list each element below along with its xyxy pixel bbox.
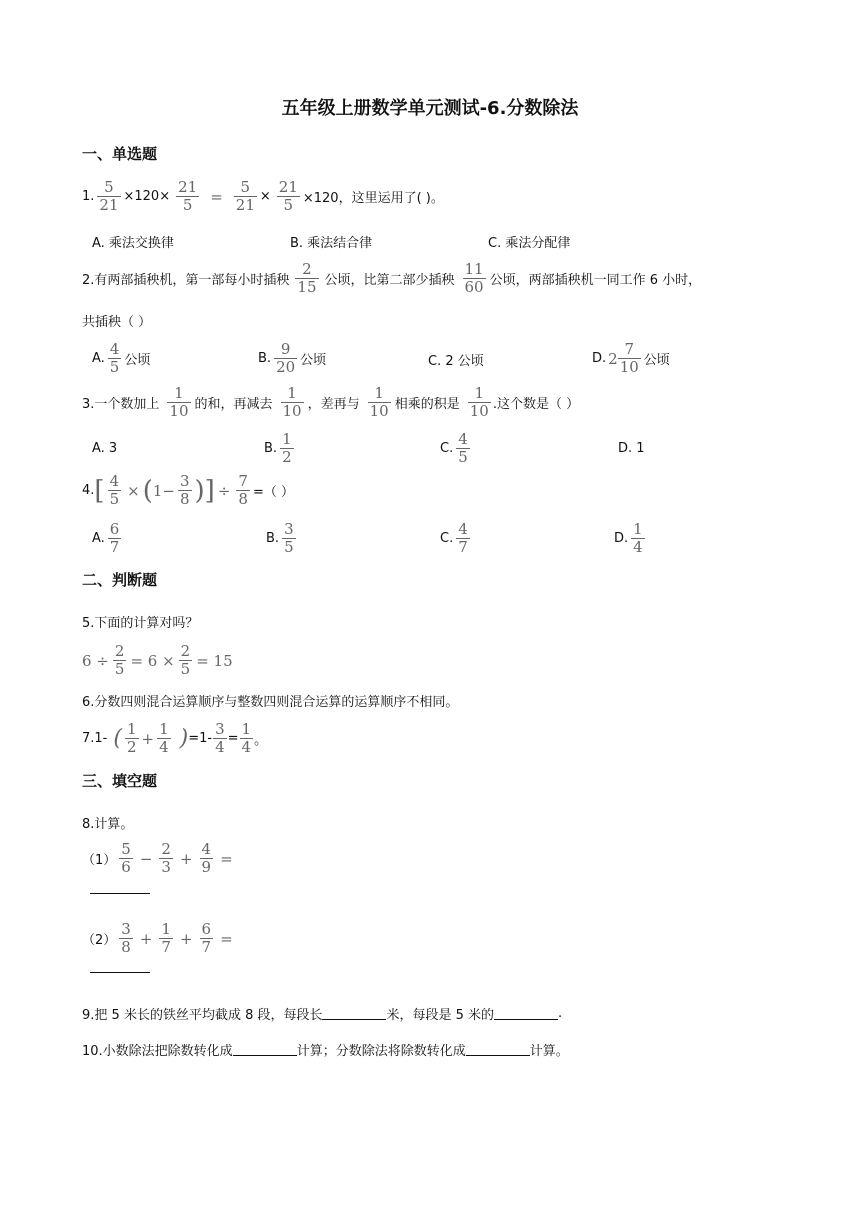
q8-part-1-answer-blank[interactable] [90, 893, 150, 894]
q1-fraction-a: $\frac{5}{21}$ [99, 178, 119, 214]
q2-option-d[interactable] [592, 342, 670, 375]
q8-part-2-answer-blank[interactable] [90, 972, 150, 973]
q8-part-2 [82, 922, 233, 955]
q2-text-4: 共插秧（ ） [82, 315, 152, 330]
q3-option-b-label: B. [264, 441, 278, 456]
q3-option-b-fraction: $\frac{1}{2}$ [282, 430, 292, 466]
q8-p2-fraction-2: $\frac{1}{7}$ [161, 920, 171, 956]
q2-option-d-unit: 公顷 [643, 353, 670, 368]
q2-fraction-1: $\frac{2}{15}$ [297, 260, 317, 296]
q8-p1-fraction-2: $\frac{2}{3}$ [161, 840, 171, 876]
q9-blank-2[interactable] [494, 1007, 558, 1020]
q2-text-3: 公顷，两部插秧机一同工作 6 小时， [489, 273, 702, 288]
q5-expr-part-1: 6 ÷ [82, 651, 109, 670]
q8-p2-equals: = [220, 929, 233, 948]
q2-option-b[interactable] [258, 342, 326, 375]
q4-option-a-label: A. [92, 531, 105, 546]
q1-option-b[interactable]: B. 乘法结合律 [290, 236, 373, 251]
q3-option-c[interactable] [440, 432, 473, 465]
q3-text-2: 的和，再减去 [194, 397, 273, 412]
q4-option-b[interactable] [266, 522, 299, 555]
question-4 [82, 474, 294, 507]
q7-fraction-2: $\frac{1}{4}$ [159, 720, 169, 756]
question-8: 8.计算。 [82, 817, 134, 832]
q1-text-1: ×120× [123, 189, 171, 204]
q2-fraction-2: $\frac{11}{60}$ [464, 260, 484, 296]
q8-p2-plus-2: + [179, 929, 193, 948]
question-9 [82, 1004, 562, 1023]
q1-option-c[interactable]: C. 乘法分配律 [488, 236, 571, 251]
q5-expression [82, 644, 233, 677]
q1-fraction-b: $\frac{21}{5}$ [178, 178, 198, 214]
question-7 [82, 722, 267, 755]
q4-fraction-3: $\frac{7}{8}$ [238, 472, 248, 508]
q2-option-a-label: A. [92, 351, 105, 366]
q3-fraction-4: $\frac{1}{10}$ [469, 384, 489, 420]
q10-text-3: 计算。 [529, 1044, 569, 1059]
section-heading-fill-blank: 三、填空题 [82, 772, 158, 790]
q4-fraction-2: $\frac{3}{8}$ [179, 472, 190, 508]
q9-blank-1[interactable] [322, 1007, 386, 1020]
q4-option-d-label: D. [614, 531, 629, 546]
section-heading-single-choice: 一、单选题 [82, 145, 158, 163]
q1-equals: = [210, 187, 223, 206]
q10-blank-2[interactable] [466, 1043, 530, 1056]
q3-option-b[interactable] [264, 432, 297, 465]
q9-text-2: 米，每段是 5 米的 [386, 1008, 495, 1023]
q4-option-b-label: B. [266, 531, 280, 546]
q10-text-2: 计算；分数除法将除数转化成 [296, 1044, 466, 1059]
q1-number: 1. [82, 189, 95, 204]
q7-plus: + [141, 729, 155, 748]
q8-part-1 [82, 842, 233, 875]
q4-option-d[interactable] [614, 522, 648, 555]
q3-text-3: ，差再与 [307, 397, 360, 412]
q7-equals: = [227, 731, 239, 746]
q3-fraction-3: $\frac{1}{10}$ [369, 384, 389, 420]
q2-text-1: 2.有两部插秧机，第一部每小时插秧 [82, 273, 290, 288]
q4-left-bracket: [ [94, 475, 105, 506]
question-6: 6.分数四则混合运算顺序与整数四则混合运算的运算顺序不相同。 [82, 695, 459, 710]
question-3 [82, 386, 579, 419]
q3-fraction-1: $\frac{1}{10}$ [169, 384, 189, 420]
q3-text-5: .这个数是（ ） [492, 397, 580, 412]
q3-option-c-fraction: $\frac{4}{5}$ [458, 430, 468, 466]
q8-p1-fraction-1: $\frac{5}{6}$ [121, 840, 131, 876]
q2-option-b-label: B. [258, 351, 272, 366]
q4-option-d-fraction: $\frac{1}{4}$ [633, 520, 643, 556]
q4-fraction-1: $\frac{4}{5}$ [109, 472, 120, 508]
q3-option-d[interactable]: D. 1 [618, 441, 645, 456]
q2-option-b-fraction: $\frac{9}{20}$ [276, 340, 296, 376]
q1-text-2: × [259, 189, 271, 204]
q8-part-2-label: （2） [82, 933, 117, 948]
q5-expr-part-2: = 6 × [130, 651, 175, 670]
q1-fraction-d: $\frac{21}{5}$ [278, 178, 298, 214]
q5-fraction-2: $\frac{2}{5}$ [180, 642, 191, 678]
q1-text-3: ×120，这里运用了( )。 [302, 191, 444, 206]
q3-fraction-2: $\frac{1}{10}$ [282, 384, 302, 420]
q2-option-d-fraction: $\frac{7}{10}$ [619, 340, 639, 376]
question-1 [82, 180, 444, 213]
section-heading-true-false: 二、判断题 [82, 571, 158, 589]
q7-fraction-4: $\frac{1}{4}$ [241, 720, 252, 756]
q4-tail: =（ ） [252, 485, 294, 500]
q4-option-c-label: C. [440, 531, 454, 546]
q10-text-1: 10.小数除法把除数转化成 [82, 1044, 233, 1059]
q4-times: × [127, 481, 140, 500]
q4-number: 4. [82, 483, 95, 498]
page-title: 五年级上册数学单元测试-6.分数除法 [281, 98, 579, 119]
q1-fraction-c: $\frac{5}{21}$ [235, 178, 255, 214]
q9-text-1: 9.把 5 米长的铁丝平均截成 8 段，每段长 [82, 1008, 323, 1023]
q3-text-4: 相乘的积是 [394, 397, 460, 412]
q8-part-1-label: （1） [82, 853, 117, 868]
q8-p1-plus: + [179, 849, 193, 868]
q2-option-c[interactable]: C. 2 公顷 [428, 354, 484, 369]
q5-expr-part-3: = 15 [196, 651, 233, 670]
q7-end: 。 [254, 733, 268, 748]
q4-divide: ÷ [217, 481, 231, 500]
q2-option-d-whole: 2 [608, 349, 618, 368]
q3-option-a[interactable]: A. 3 [92, 441, 118, 456]
question-2 [82, 262, 701, 295]
question-5: 5.下面的计算对吗？ [82, 616, 199, 631]
q2-option-d-label: D. [592, 351, 607, 366]
q8-p1-fraction-3: $\frac{4}{9}$ [201, 840, 212, 876]
q3-text-1: 3.一个数加上 [82, 397, 160, 412]
q1-option-a[interactable]: A. 乘法交换律 [92, 236, 174, 251]
q8-p1-minus: − [139, 849, 153, 868]
q7-mid: =1- [188, 731, 213, 746]
q3-option-c-label: C. [440, 441, 454, 456]
q4-one-minus: 1− [152, 481, 175, 500]
q4-right-bracket: ] [204, 475, 215, 506]
q2-option-a[interactable] [92, 342, 150, 375]
q9-text-3: . [558, 1006, 563, 1021]
q4-option-a-fraction: $\frac{6}{7}$ [109, 520, 120, 556]
q4-option-a[interactable] [92, 522, 124, 555]
q7-fraction-1: $\frac{1}{2}$ [126, 720, 137, 756]
q4-right-paren: ) [194, 475, 205, 506]
q2-option-b-unit: 公顷 [300, 353, 327, 368]
q4-option-c[interactable] [440, 522, 473, 555]
q8-p1-equals: = [220, 849, 233, 868]
question-10 [82, 1040, 569, 1059]
q7-left-paren: ( [113, 725, 122, 751]
q2-text-2: 公顷，比第二部少插秧 [324, 273, 455, 288]
q4-option-c-fraction: $\frac{4}{7}$ [458, 520, 468, 556]
q7-fraction-3: $\frac{3}{4}$ [215, 720, 225, 756]
q7-number: 7.1- [82, 731, 108, 746]
q4-left-paren: ( [142, 475, 153, 506]
q8-p2-fraction-1: $\frac{3}{8}$ [121, 920, 131, 956]
q5-fraction-1: $\frac{2}{5}$ [114, 642, 125, 678]
q7-right-paren: ) [179, 725, 189, 751]
q10-blank-1[interactable] [233, 1043, 297, 1056]
q2-option-a-unit: 公顷 [124, 353, 151, 368]
q8-p2-fraction-3: $\frac{6}{7}$ [201, 920, 212, 956]
q2-option-a-fraction: $\frac{4}{5}$ [109, 340, 120, 376]
q4-option-b-fraction: $\frac{3}{5}$ [284, 520, 294, 556]
q8-p2-plus-1: + [139, 929, 153, 948]
